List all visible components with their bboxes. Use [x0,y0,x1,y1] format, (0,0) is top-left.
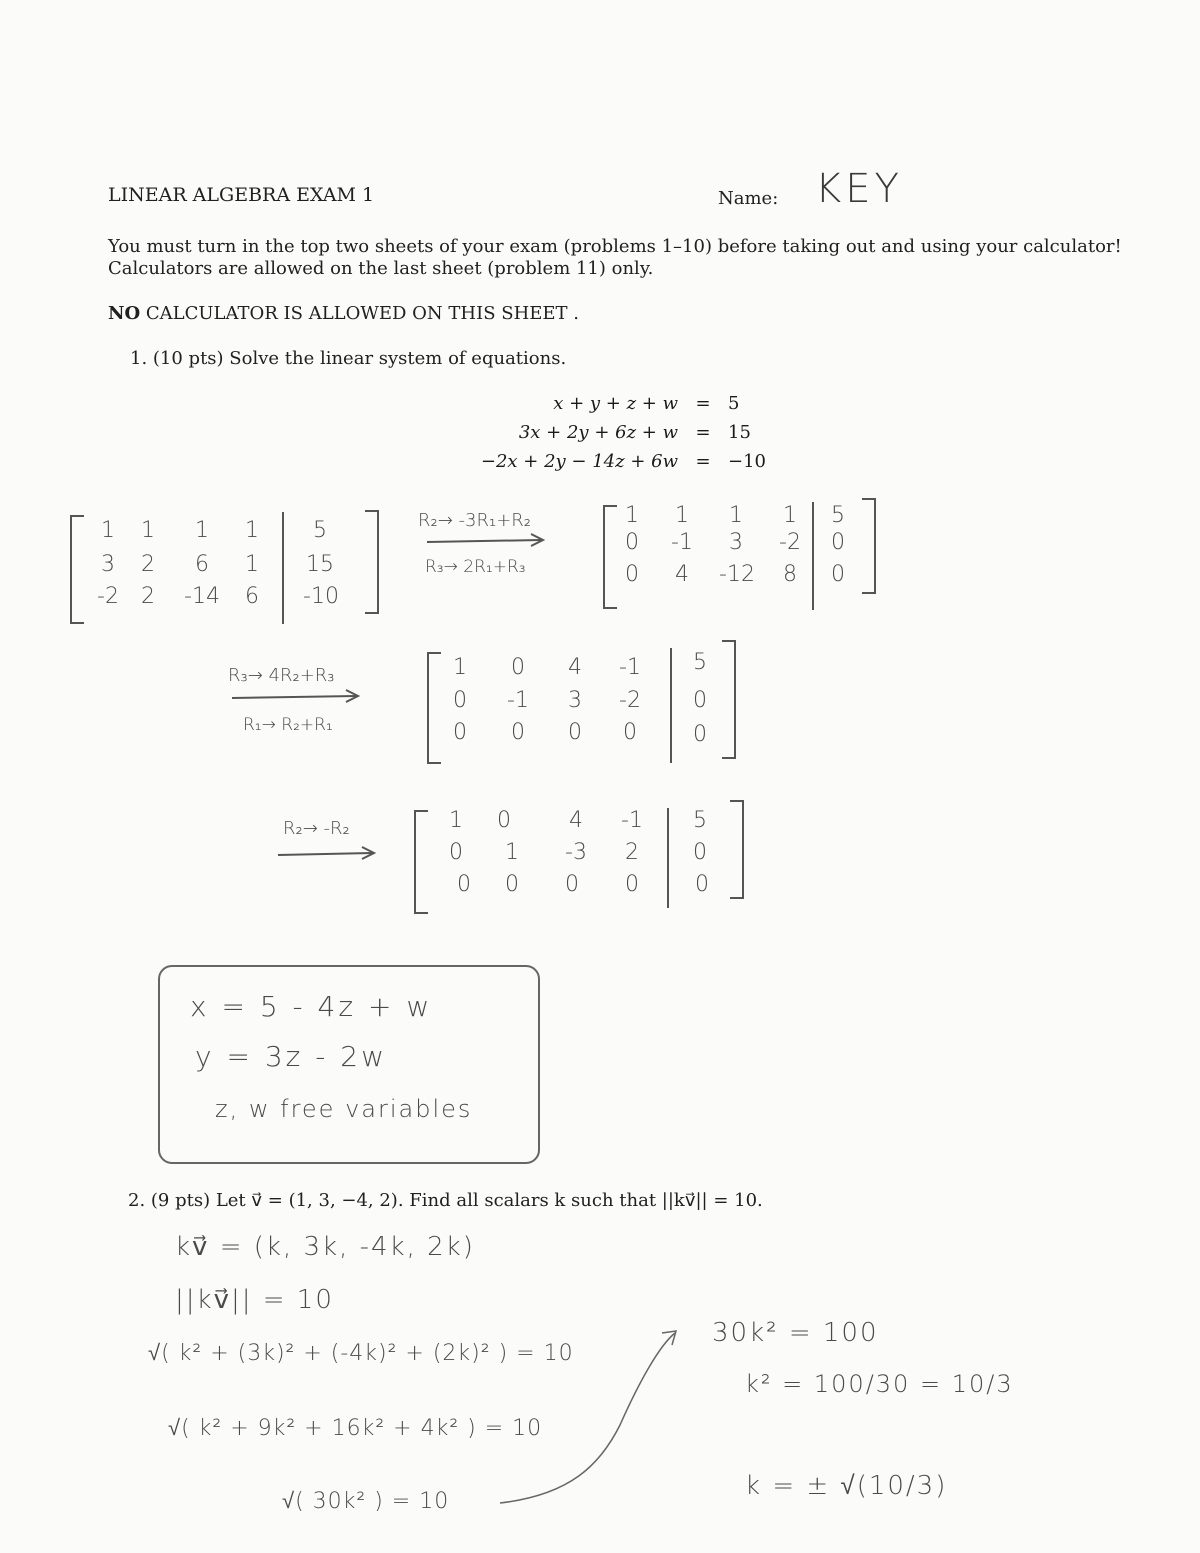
eq3-rhs: −10 [728,451,766,472]
matrix-cell: 0 [831,530,845,555]
problem2-side-line1: 30k² = 100 [712,1318,879,1348]
matrix-cell: -12 [719,562,755,587]
matrix-cell: 1 [245,518,259,543]
name-value: KEY [815,166,903,212]
matrix-cell: -10 [303,584,339,609]
matrix-b-divider [812,502,814,610]
matrix-cell: 0 [693,688,707,713]
eq2-eq: = [695,422,711,443]
matrix-a-left-bracket [70,515,84,624]
matrix-cell: 3 [568,688,582,713]
problem2-prompt: 2. (9 pts) Let v⃗ = (1, 3, −4, 2). Find all scalars k such that ||kv⃗|| = 10. [128,1190,763,1211]
matrix-cell: -1 [507,688,529,713]
matrix-cell: 0 [625,530,639,555]
row-op2-top: R₃→ 4R₂+R₃ [228,665,335,686]
problem2-work-line4: √( k² + 9k² + 16k² + 4k² ) = 10 [168,1416,543,1441]
row-op2-bottom: R₁→ R₂+R₁ [243,715,333,735]
matrix-b-right-bracket [862,498,876,594]
continuation-arrow [490,1325,690,1515]
problem2-work-line2: ||kv⃗|| = 10 [175,1285,334,1315]
matrix-cell: 3 [729,530,743,555]
matrix-d-right-bracket [730,800,744,899]
notice-bold: NO [108,303,141,324]
row-op1-bottom: R₃→ 2R₁+R₃ [425,557,526,577]
problem2-work-line3: √( k² + (3k)² + (-4k)² + (2k)² ) = 10 [148,1341,574,1366]
matrix-cell: -14 [184,584,220,609]
matrix-c-divider [670,648,672,763]
matrix-cell: 4 [568,655,582,680]
matrix-cell: 1 [195,518,209,543]
matrix-cell: 0 [625,872,639,897]
matrix-cell: 6 [195,552,209,577]
matrix-cell: 1 [505,840,519,865]
problem2-work-line1: kv⃗ = (k, 3k, -4k, 2k) [175,1232,475,1262]
instructions-line1: You must turn in the top two sheets of your exam (problems 1–10) before taking out and using your calculator! [108,236,1122,257]
matrix-cell: 0 [831,562,845,587]
matrix-cell: -2 [97,584,119,609]
matrix-cell: 2 [141,584,155,609]
matrix-cell: 0 [457,872,471,897]
matrix-cell: 1 [729,503,743,528]
row-op3-arrow [276,845,381,861]
solution-y: y = 3z - 2w [195,1040,387,1073]
matrix-cell: -3 [565,840,587,865]
notice-rest: CALCULATOR IS ALLOWED ON THIS SHEET . [140,303,580,324]
matrix-cell: -1 [619,655,641,680]
matrix-cell: 6 [245,584,259,609]
matrix-cell: 15 [306,552,334,577]
matrix-cell: 4 [675,562,689,587]
matrix-cell: 2 [141,552,155,577]
instructions-line2: Calculators are allowed on the last sheet (problem 11) only. [108,258,654,279]
matrix-cell: -2 [779,530,801,555]
matrix-cell: 0 [449,840,463,865]
matrix-cell: 5 [313,518,327,543]
matrix-cell: 1 [625,503,639,528]
matrix-cell: 3 [101,552,115,577]
matrix-cell: 5 [831,503,845,528]
matrix-cell: 2 [625,840,639,865]
matrix-cell: 0 [625,562,639,587]
eq1-lhs: x + y + z + w [553,393,678,414]
matrix-cell: 1 [141,518,155,543]
solution-free-variables: z, w free variables [215,1095,473,1123]
matrix-d-divider [667,808,669,908]
matrix-cell: 0 [511,720,525,745]
matrix-cell: 1 [449,808,463,833]
matrix-cell: -1 [621,808,643,833]
row-op1-top: R₂→ -3R₁+R₂ [418,510,532,531]
eq3-eq: = [695,451,711,472]
matrix-a-divider [282,512,284,624]
matrix-cell: 0 [623,720,637,745]
problem1-prompt: 1. (10 pts) Solve the linear system of equations. [130,348,567,369]
matrix-cell: 1 [245,552,259,577]
name-label: Name: [718,188,779,209]
row-op3-top: R₂→ -R₂ [283,818,350,839]
matrix-cell: 0 [453,720,467,745]
eq1-eq: = [695,393,711,414]
problem2-work-line5: √( 30k² ) = 10 [282,1489,450,1514]
row-op1-arrow [425,533,550,549]
matrix-c-left-bracket [427,652,441,764]
eq2-rhs: 15 [728,422,751,443]
problem2-side-line3: k = ± √(10/3) [745,1471,948,1501]
calculator-notice [108,303,579,324]
matrix-cell: 0 [453,688,467,713]
matrix-c-right-bracket [722,640,736,759]
matrix-cell: 0 [505,872,519,897]
matrix-cell: 0 [565,872,579,897]
matrix-cell: 1 [675,503,689,528]
exam-title: LINEAR ALGEBRA EXAM 1 [108,184,375,206]
row-op2-arrow [230,688,365,704]
matrix-cell: 1 [453,655,467,680]
matrix-cell: 8 [783,562,797,587]
eq2-lhs: 3x + 2y + 6z + w [518,422,678,443]
matrix-cell: 0 [511,655,525,680]
matrix-cell: 4 [569,808,583,833]
eq1-rhs: 5 [728,393,740,414]
problem2-side-line2: k² = 100/30 = 10/3 [745,1370,1014,1398]
eq3-lhs: −2x + 2y − 14z + 6w [480,451,678,472]
matrix-cell: 5 [693,808,707,833]
matrix-cell: 5 [693,650,707,675]
matrix-cell: 0 [568,720,582,745]
matrix-a-right-bracket [365,510,379,614]
matrix-cell: -2 [619,688,641,713]
matrix-cell: 0 [695,872,709,897]
solution-x: x = 5 - 4z + w [190,990,433,1023]
matrix-cell: 1 [783,503,797,528]
matrix-d-left-bracket [414,810,428,914]
matrix-cell: 1 [101,518,115,543]
matrix-cell: 0 [693,840,707,865]
matrix-cell: 0 [693,722,707,747]
matrix-cell: -1 [671,530,693,555]
matrix-cell: 0 [497,808,511,833]
